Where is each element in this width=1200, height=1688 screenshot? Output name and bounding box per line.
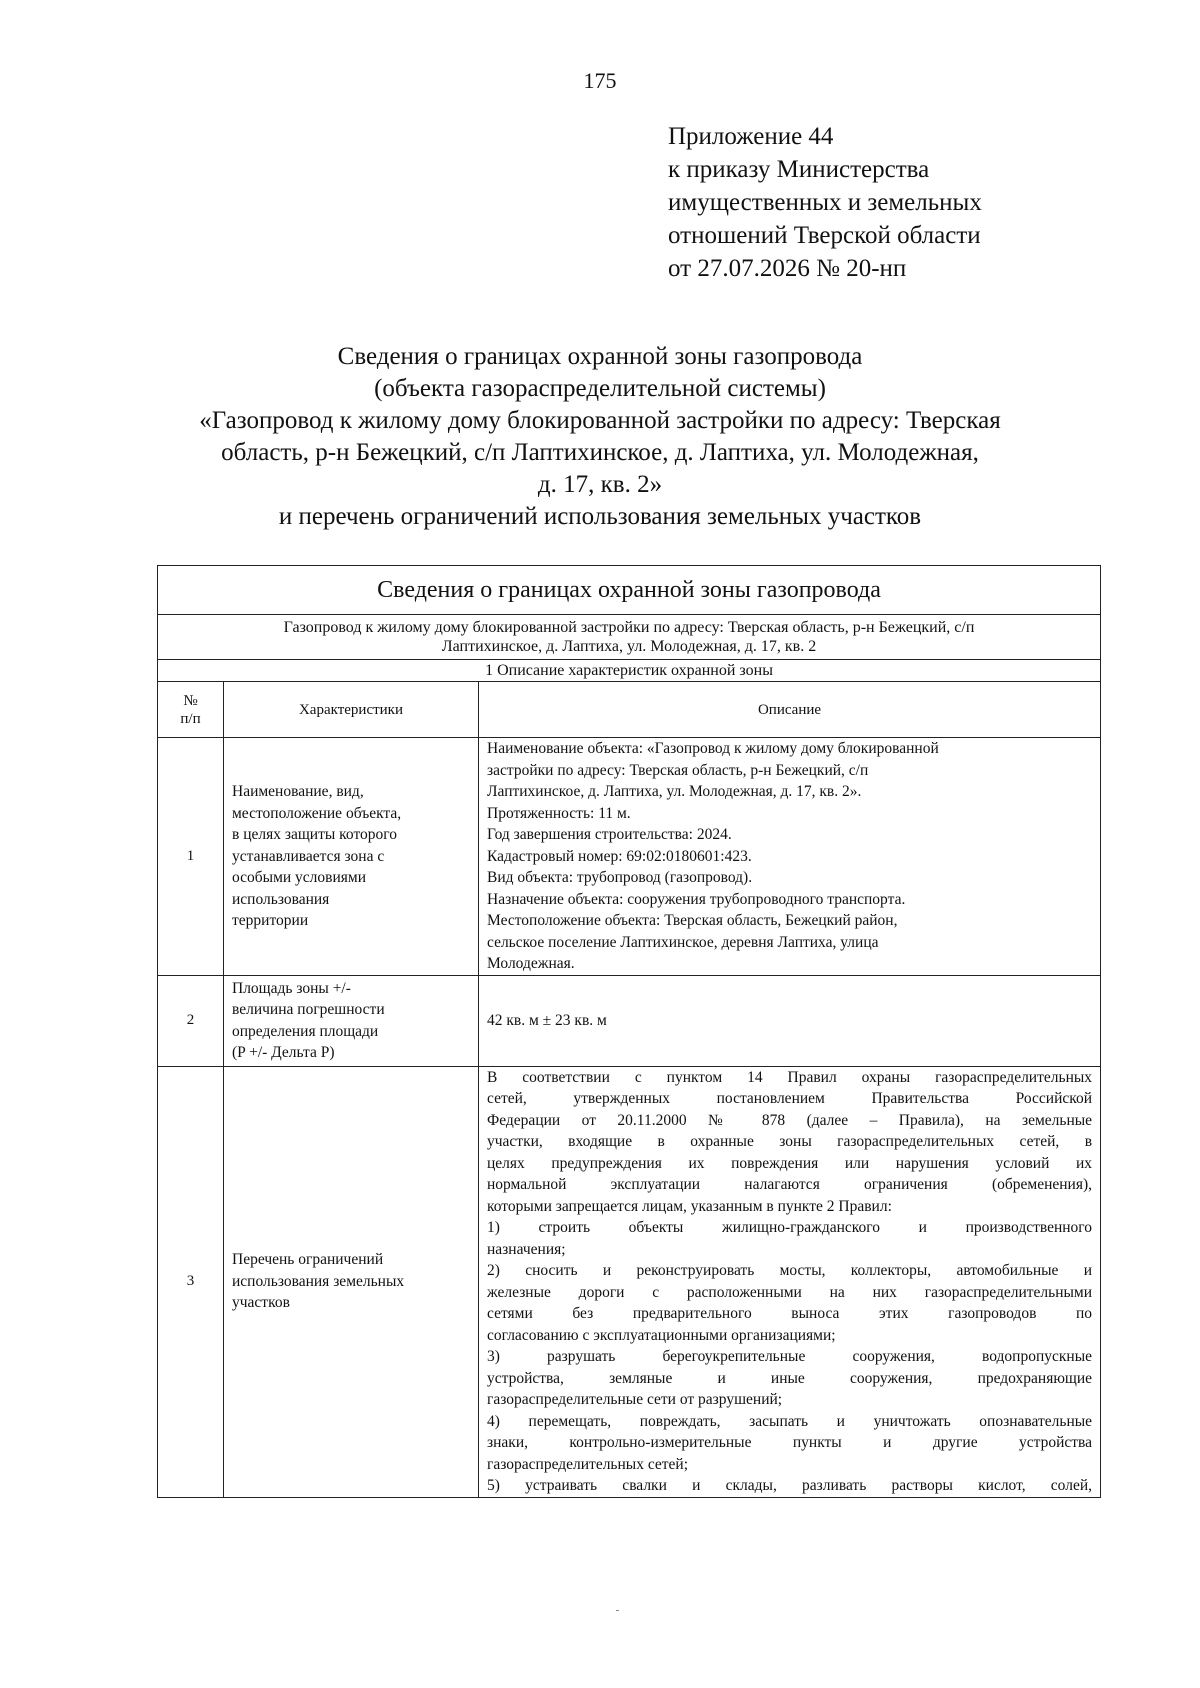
appendix-line: отношений Тверской области	[668, 222, 981, 249]
characteristic-line: величина погрешности	[232, 1001, 385, 1018]
characteristic-line: использования	[232, 890, 330, 908]
page-number: 175	[583, 68, 617, 93]
description-line: устройства, земляные и иные сооружения, предохраняющие	[487, 1369, 1093, 1387]
description-line: застройки по адресу: Тверская область, р-н Бежецкий, с/п	[487, 761, 869, 779]
title-line: и перечень ограничений использования земельных участков	[278, 503, 922, 530]
row-characteristic	[224, 975, 479, 1066]
row-number: 1	[158, 738, 224, 976]
description-line: 42 кв. м ± 23 кв. м	[487, 1011, 607, 1029]
row-number: 3	[158, 1066, 224, 1497]
characteristic-line: устанавливается зона с	[232, 847, 385, 865]
row-number: 2	[158, 975, 224, 1066]
object-header-line: Газопровод к жилому дому блокированной застройки по адресу: Тверская область, р-н Бежецкий, с/п	[283, 619, 975, 636]
characteristic-line: определения площади	[232, 1022, 379, 1040]
characteristic-line: территории	[232, 912, 309, 929]
title-line: (объекта газораспределительной системы)	[374, 375, 826, 402]
characteristic-line: использования земельных	[232, 1272, 405, 1290]
table-row	[158, 738, 1101, 976]
characteristic-line: Площадь зоны +/-	[232, 979, 351, 997]
description-line: газораспределительных сетей;	[487, 1455, 689, 1473]
title-line: «Газопровод к жилому дому блокированной застройки по адресу: Тверская	[199, 407, 1001, 434]
row-characteristic	[224, 738, 479, 976]
row-description	[479, 1066, 1101, 1497]
table-object-header	[158, 615, 1101, 660]
scan-speck	[616, 1610, 619, 1611]
table-main-header: Сведения о границах охранной зоны газопровода	[158, 566, 1101, 615]
characteristic-line: Наименование, вид,	[232, 783, 364, 800]
characteristic-line: в целях защиты которого	[232, 826, 397, 843]
description-line: газораспределительные сети от разрушений;	[487, 1391, 783, 1408]
appendix-line: Приложение 44	[668, 123, 834, 150]
description-line: Вид объекта: трубопровод (газопровод).	[487, 869, 753, 886]
title-line: область, р-н Бежецкий, с/п Лаптихинское, д. Лаптиха, ул. Молодежная,	[221, 439, 979, 466]
description-line: участки, входящие в охранные зоны газораспределительных сетей, в	[487, 1133, 1093, 1150]
row-characteristic	[224, 1066, 479, 1497]
zone-table	[157, 565, 1101, 1498]
description-line: согласованию с эксплуатационными организациями;	[487, 1326, 836, 1344]
description-line: нормальной эксплуатации налагаются ограничения (обременения),	[487, 1176, 1093, 1193]
description-line: Местоположение объекта: Тверская область, Бежецкий район,	[487, 912, 898, 929]
description-line: 3) разрушать берегоукрепительные сооружения, водопропускные	[487, 1348, 1093, 1365]
appendix-block	[668, 120, 982, 285]
document-title	[0, 341, 1200, 533]
description-line: В соответствии с пунктом 14 Правил охраны газораспределительных	[487, 1068, 1093, 1086]
column-header-number-line: №	[183, 692, 198, 709]
description-line: Молодежная.	[487, 955, 575, 972]
description-line: целях предупреждения их повреждения или нарушения условий их	[487, 1154, 1093, 1172]
description-line: Протяженность: 11 м.	[487, 804, 631, 822]
description-line: 4) перемещать, повреждать, засыпать и уничтожать опознавательные	[487, 1412, 1093, 1430]
description-line: Год завершения строительства: 2024.	[487, 826, 732, 843]
row-description	[479, 738, 1101, 976]
description-line: 5) устраивать свалки и склады, разливать растворы кислот, солей,	[487, 1477, 1093, 1494]
description-line: Назначение объекта: сооружения трубопроводного транспорта.	[487, 890, 906, 908]
table-row	[158, 1066, 1101, 1497]
appendix-line: к приказу Министерства	[668, 156, 930, 183]
title-line: Сведения о границах охранной зоны газопровода	[337, 343, 863, 370]
description-line: знаки, контрольно-измерительные пункты и другие устройства	[487, 1434, 1093, 1451]
description-line: Федерации от 20.11.2000 № 878 (далее – Правила), на земельные	[487, 1111, 1093, 1129]
appendix-line: от 27.07.2026 № 20-нп	[668, 255, 907, 282]
column-header-characteristics: Характеристики	[224, 682, 479, 738]
column-header-description: Описание	[479, 682, 1101, 738]
column-header-number	[158, 682, 224, 738]
title-line: д. 17, кв. 2»	[537, 471, 663, 498]
characteristic-line: Перечень ограничений	[232, 1251, 384, 1269]
characteristic-line: (P +/- Дельта P)	[232, 1044, 335, 1061]
description-line: которыми запрещается лицам, указанным в пункте 2 Правил:	[487, 1197, 892, 1215]
description-line: 1) строить объекты жилищно-гражданского и производственного	[487, 1219, 1093, 1236]
appendix-line: имущественных и земельных	[668, 189, 982, 216]
description-line: сельское поселение Лаптихинское, деревня Лаптиха, улица	[487, 933, 879, 951]
section-title: 1 Описание характеристик охранной зоны	[158, 660, 1101, 682]
object-header-line: Лаптихинское, д. Лаптиха, ул. Молодежная, д. 17, кв. 2	[441, 638, 817, 655]
characteristic-line: участков	[232, 1294, 290, 1312]
description-line: железные дороги с расположенными на них газораспределительными	[487, 1283, 1093, 1301]
characteristic-line: особыми условиями	[232, 869, 367, 886]
description-line: Лаптихинское, д. Лаптиха, ул. Молодежная, д. 17, кв. 2».	[487, 783, 862, 800]
row-description	[479, 975, 1101, 1066]
table-row	[158, 975, 1101, 1066]
description-line: сетей, утвержденных постановлением Правительства Российской	[487, 1090, 1093, 1107]
characteristic-line: местоположение объекта,	[232, 804, 402, 822]
description-line: Кадастровый номер: 69:02:0180601:423.	[487, 847, 752, 865]
description-line: 2) сносить и реконструировать мосты, коллекторы, автомобильные и	[487, 1262, 1093, 1279]
description-line: Наименование объекта: «Газопровод к жилому дому блокированной	[487, 740, 939, 757]
description-line: назначения;	[487, 1240, 566, 1258]
description-line: сетями без предварительного выноса этих газопроводов по	[487, 1305, 1093, 1322]
column-header-number-line: п/п	[180, 710, 201, 727]
